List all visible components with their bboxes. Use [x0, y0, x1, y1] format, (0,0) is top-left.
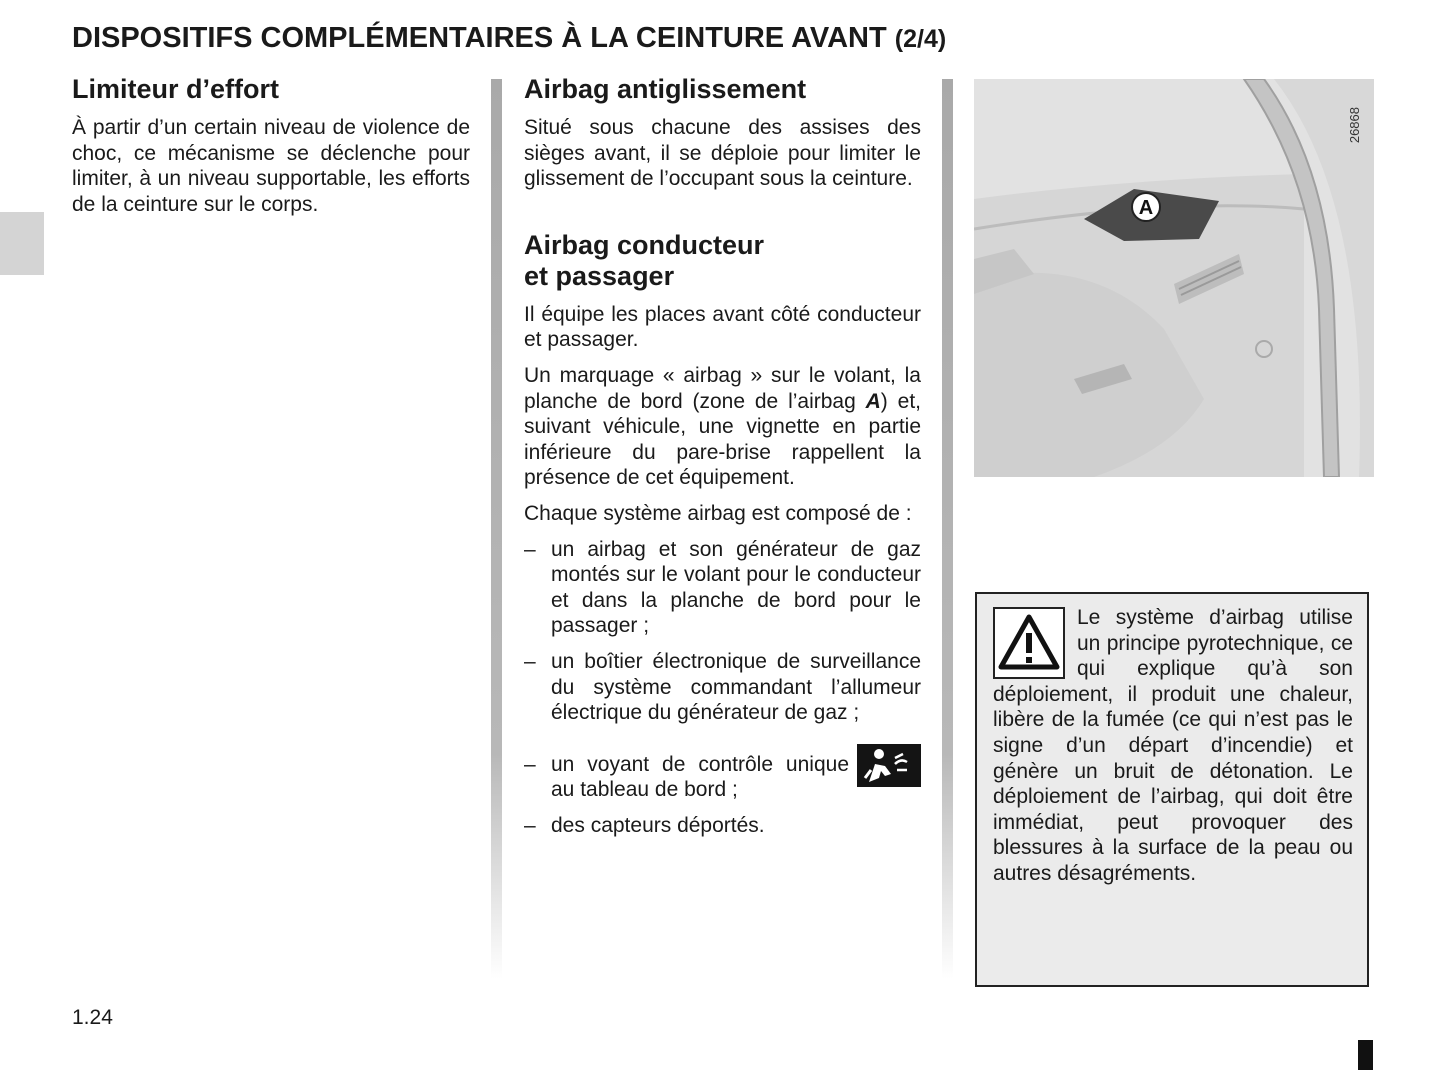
- heading-limiteur: Limiteur d’effort: [72, 74, 279, 104]
- figure-label-a: A: [1138, 197, 1154, 219]
- page-title-main: DISPOSITIFS COMPLÉMENTAIRES À LA CEINTURE AVANT: [72, 22, 887, 54]
- dashboard-airbag-illustration: [974, 79, 1374, 477]
- warning-box: [975, 592, 1369, 987]
- list-item: [524, 649, 921, 726]
- heading-line-2: et passager: [524, 260, 675, 291]
- column-separator: [491, 79, 502, 979]
- list-item-text: un airbag et son générateur de gaz montés sur le volant pour le conducteur et dans la planche de bord pour le passager ;: [551, 537, 921, 638]
- list-item: [524, 752, 921, 803]
- list-dash: –: [524, 752, 536, 776]
- list-item-text: un voyant de contrôle unique au tableau de bord ;: [551, 752, 849, 802]
- column-airbag: [524, 74, 921, 848]
- text-equipe: Il équipe les places avant côté conducteur et passager.: [524, 302, 921, 352]
- list-dash: –: [524, 537, 536, 561]
- list-item-text: des capteurs déportés.: [551, 813, 765, 837]
- list-item: [524, 537, 921, 639]
- page-corner-mark: [1358, 1040, 1373, 1070]
- marquage-before: Un marquage « airbag » sur le volant, la planche de bord (zone de l’airbag: [524, 363, 921, 413]
- list-item-text: un boîtier électronique de surveillance du système commandant l’allumeur électrique du générateur de gaz ;: [551, 649, 921, 725]
- zone-label: A: [865, 389, 881, 413]
- airbag-warning-light-icon: [857, 744, 921, 787]
- list-item: [524, 813, 921, 839]
- list-dash: –: [524, 649, 536, 673]
- figure-ref-number: 26868: [1347, 107, 1362, 144]
- text-limiteur: À partir d’un certain niveau de violence de choc, ce mécanisme se déclenche pour limiter, à un niveau supportable, les efforts de la ceinture sur le corps.: [72, 116, 470, 216]
- heading-line-1: Airbag conducteur: [524, 229, 765, 260]
- text-compose: Chaque système airbag est composé de :: [524, 501, 912, 525]
- heading-airbag-antiglissement: Airbag antiglissement: [524, 74, 807, 104]
- marquage-after: ) et, suivant véhicule, une vignette en partie inférieure du pare-brise rappellent la présence de cet équipement.: [524, 389, 921, 490]
- text-marquage: [524, 363, 921, 491]
- column-limiteur: [72, 74, 470, 227]
- warning-text: Le système d’airbag utilise un principe pyrotechnique, ce qui explique qu’à son déploiement, il produit une chaleur, libère de la fumée (ce qui n’est pas le signe d’un départ d’incendie) et génère un bruit de détonation. Le déploiement de l’airbag, qui doit être immédiat, peut provoquer des blessures à la surface de la peau ou autres désagréments.: [993, 606, 1353, 885]
- page-title: [72, 22, 946, 55]
- text-airbag-antiglissement: Situé sous chacune des assises des sièges avant, il se déploie pour limiter le glissement de l’occupant sous la ceinture.: [524, 116, 921, 191]
- warning-triangle-icon: [993, 607, 1065, 679]
- column-separator: [942, 79, 953, 979]
- page-number: 1.24: [72, 1006, 113, 1029]
- page-title-part: (2/4): [894, 25, 947, 53]
- heading-airbag-conducteur: [524, 230, 921, 292]
- list-dash: –: [524, 813, 536, 837]
- airbag-components-list: [524, 537, 921, 839]
- chapter-tab: [0, 212, 44, 275]
